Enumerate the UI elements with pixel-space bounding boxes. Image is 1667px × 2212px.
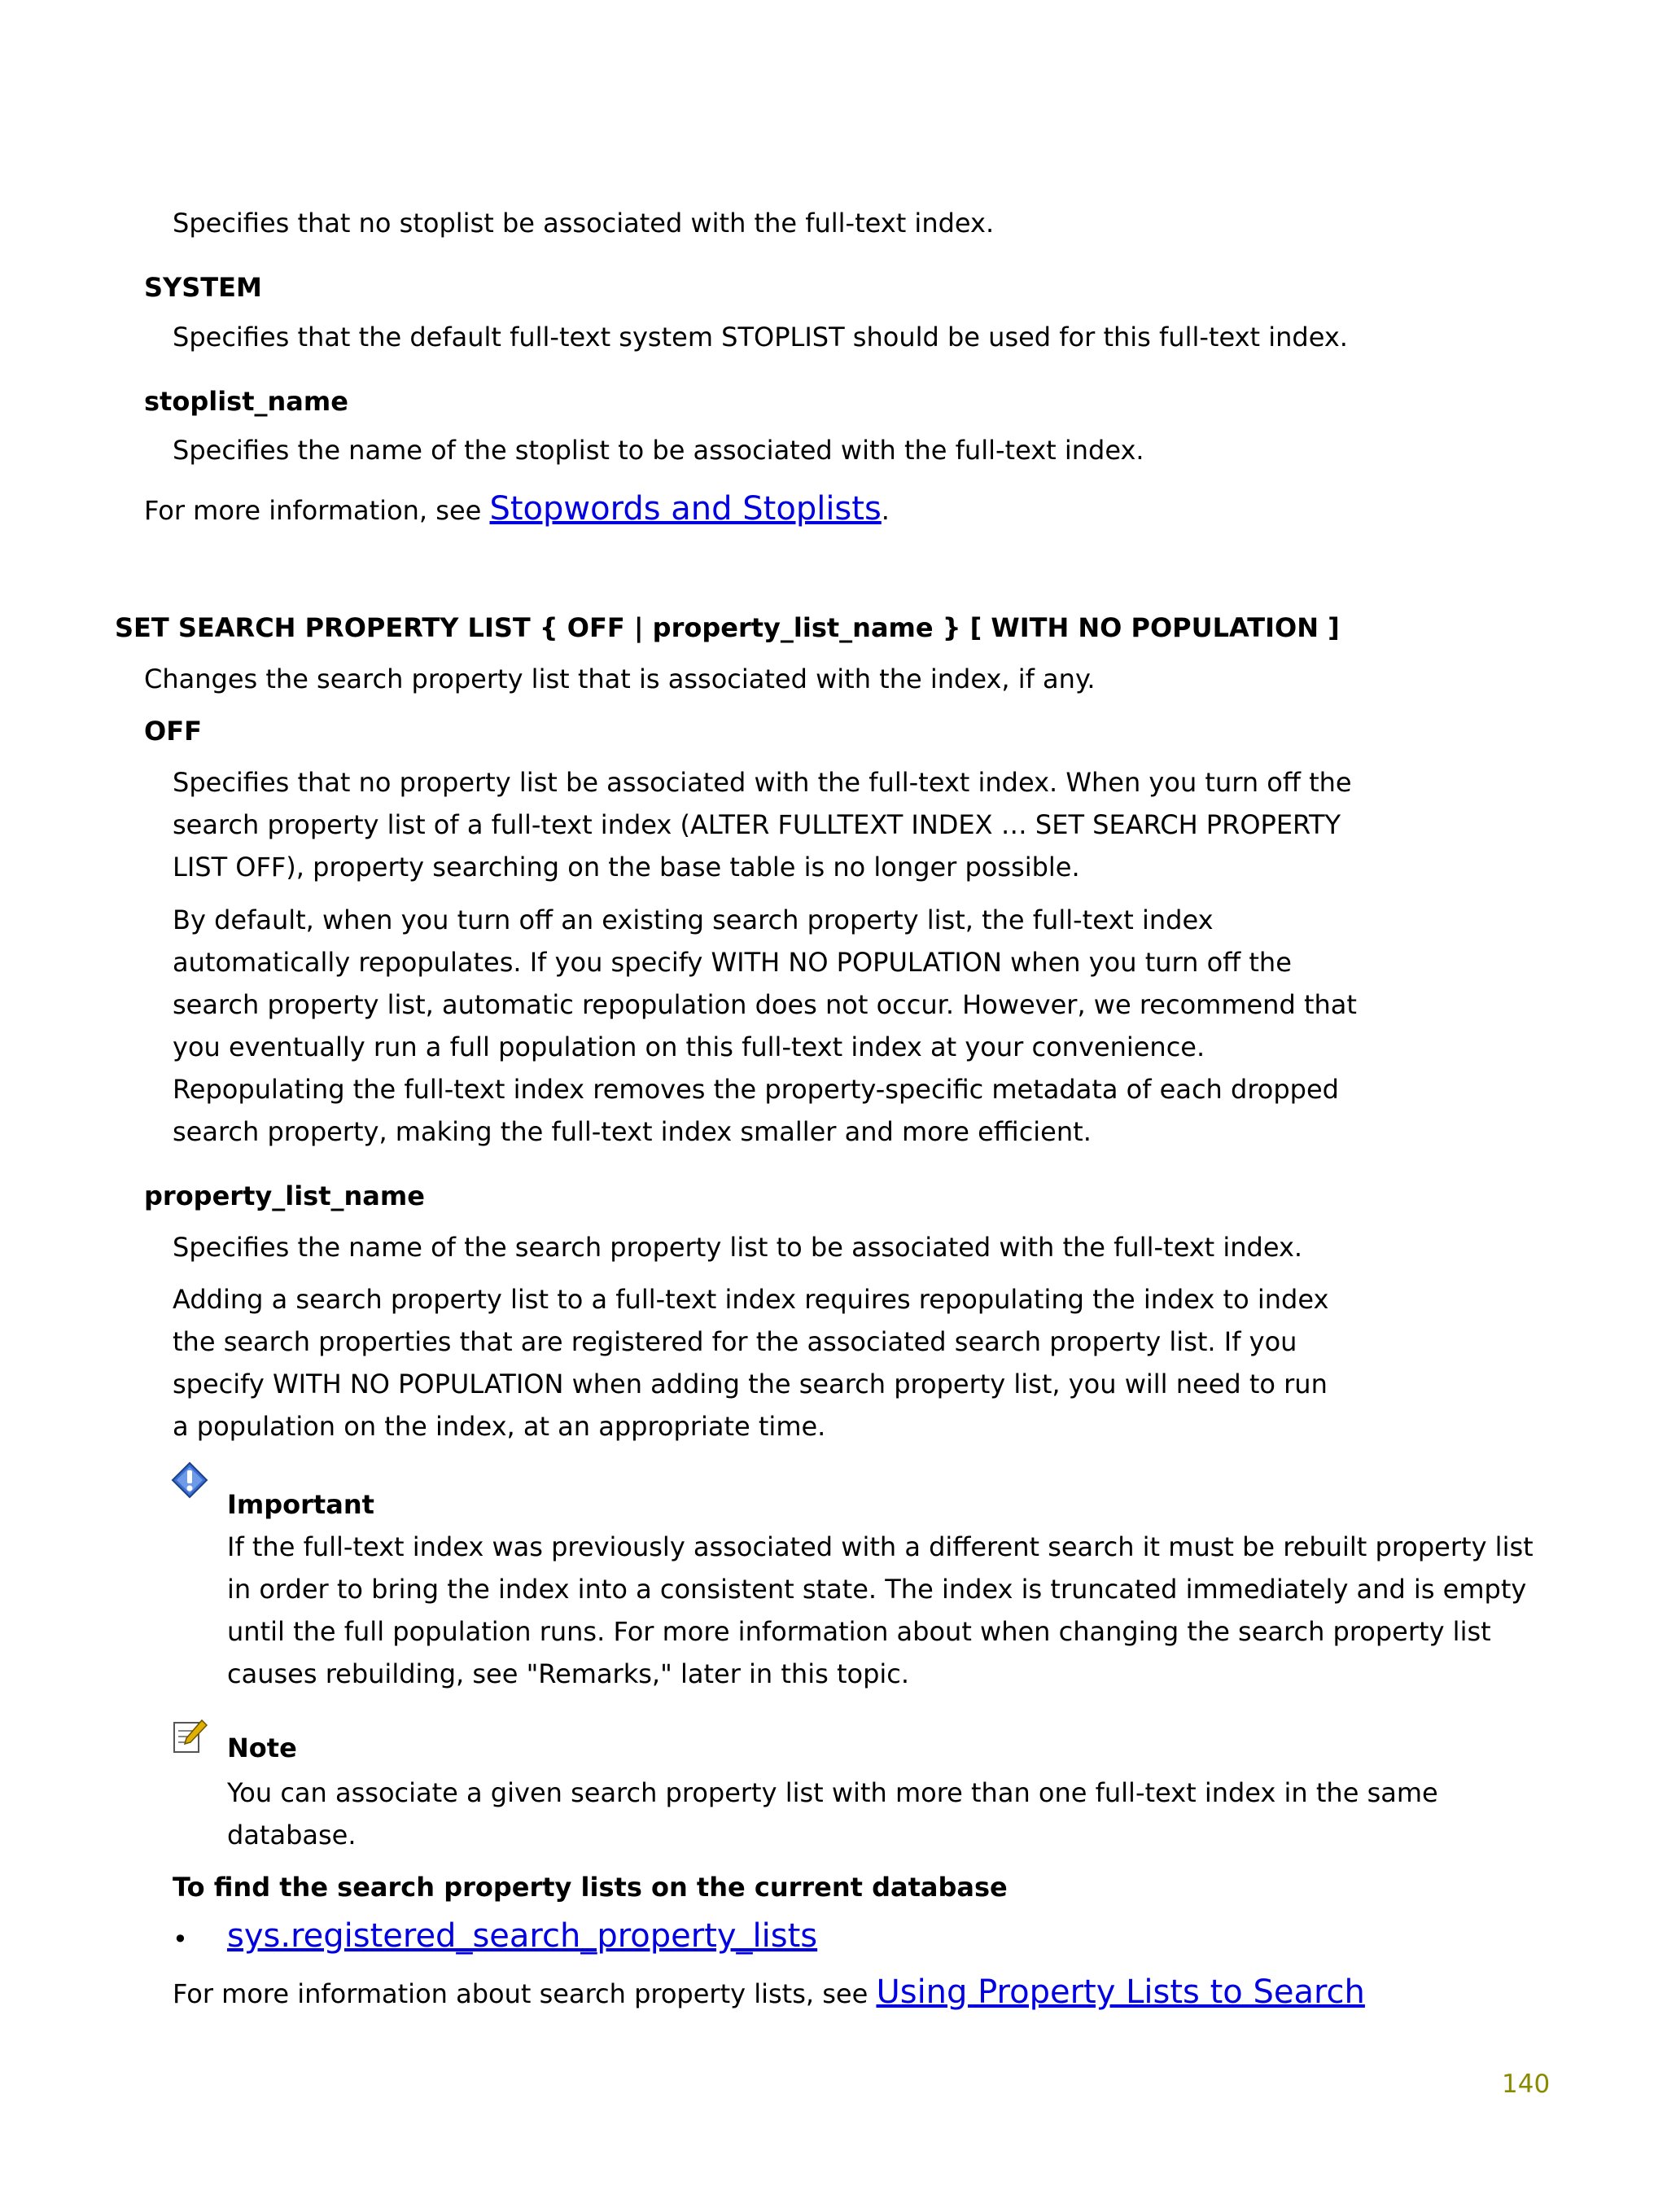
text-line: the search properties that are registered for the associated search property list. If you	[173, 1326, 1297, 1357]
system-term: SYSTEM	[144, 272, 262, 303]
stoplist-more-prefix: For more information, see	[144, 495, 490, 526]
text-line: database.	[227, 1820, 357, 1851]
text-line: in order to bring the index into a consistent state. The index is truncated immediately and is empty	[227, 1574, 1527, 1605]
text-line: Repopulating the full-text index removes the property-specific metadata of each dropped	[173, 1074, 1339, 1105]
note-icon	[171, 1718, 208, 1755]
text-line: a population on the index, at an appropriate time.	[173, 1411, 826, 1442]
stopwords-stoplists-link[interactable]: Stopwords and Stoplists	[489, 490, 882, 528]
section-intro: Changes the search property list that is associated with the index, if any.	[144, 664, 1096, 694]
stoplist-name-description: Specifies the name of the stoplist to be associated with the full-text index.	[173, 435, 1144, 466]
text-line: search property list, automatic repopulation does not occur. However, we recommend that	[173, 989, 1357, 1020]
text-line: specify WITH NO POPULATION when adding the search property list, you will need to run	[173, 1369, 1328, 1399]
text-line: automatically repopulates. If you specify WITH NO POPULATION when you turn off the	[173, 947, 1292, 978]
text-line: causes rebuilding, see "Remarks," later in this topic.	[227, 1658, 910, 1689]
important-icon	[171, 1461, 208, 1499]
text-line: If the full-text index was previously associated with a different search it must be rebuilt property list	[227, 1531, 1534, 1562]
search-more-prefix: For more information about search property lists, see	[173, 1978, 877, 2009]
property-list-name-term: property_list_name	[144, 1180, 425, 1211]
text-line: search property, making the full-text index smaller and more efficient.	[173, 1116, 1092, 1147]
find-lists-heading: To find the search property lists on the current database	[173, 1872, 1008, 1903]
text-line: By default, when you turn off an existing search property list, the full-text index	[173, 905, 1214, 935]
text-line: you eventually run a full population on this full-text index at your convenience.	[173, 1032, 1205, 1062]
note-title: Note	[227, 1732, 297, 1763]
text-line: search property list of a full-text index (ALTER FULLTEXT INDEX … SET SEARCH PROPERTY	[173, 809, 1341, 840]
system-description: Specifies that the default full-text system STOPLIST should be used for this full-text index.	[173, 322, 1348, 353]
text-line: LIST OFF), property searching on the base table is no longer possible.	[173, 852, 1080, 883]
property-list-name-description: Specifies the name of the search property list to be associated with the full-text index.	[173, 1232, 1303, 1263]
off-term: OFF	[144, 716, 202, 747]
text-line: until the full population runs. For more information about when changing the search property list	[227, 1616, 1491, 1647]
stoplist-more-suffix: .	[881, 495, 890, 526]
text-line: Adding a search property list to a full-text index requires repopulating the index to index	[173, 1284, 1329, 1315]
page-number: 140	[1502, 2070, 1551, 2099]
important-title: Important	[227, 1489, 374, 1520]
nostoplist-description: Specifies that no stoplist be associated with the full-text index.	[173, 208, 995, 239]
search-more-info	[173, 1971, 1365, 2015]
bullet: •	[173, 1924, 188, 1955]
stoplist-name-term: stoplist_name	[144, 386, 348, 417]
text-line: You can associate a given search property list with more than one full-text index in the same	[227, 1777, 1438, 1808]
registered-search-property-lists-link[interactable]: sys.registered_search_property_lists	[227, 1917, 818, 1955]
section-heading: SET SEARCH PROPERTY LIST { OFF | property_list_name } [ WITH NO POPULATION ]	[115, 612, 1340, 643]
text-line: Specifies that no property list be associated with the full-text index. When you turn off the	[173, 767, 1352, 798]
using-property-lists-link[interactable]: Using Property Lists to Search	[876, 1973, 1365, 2011]
stoplist-more-info	[144, 488, 890, 532]
